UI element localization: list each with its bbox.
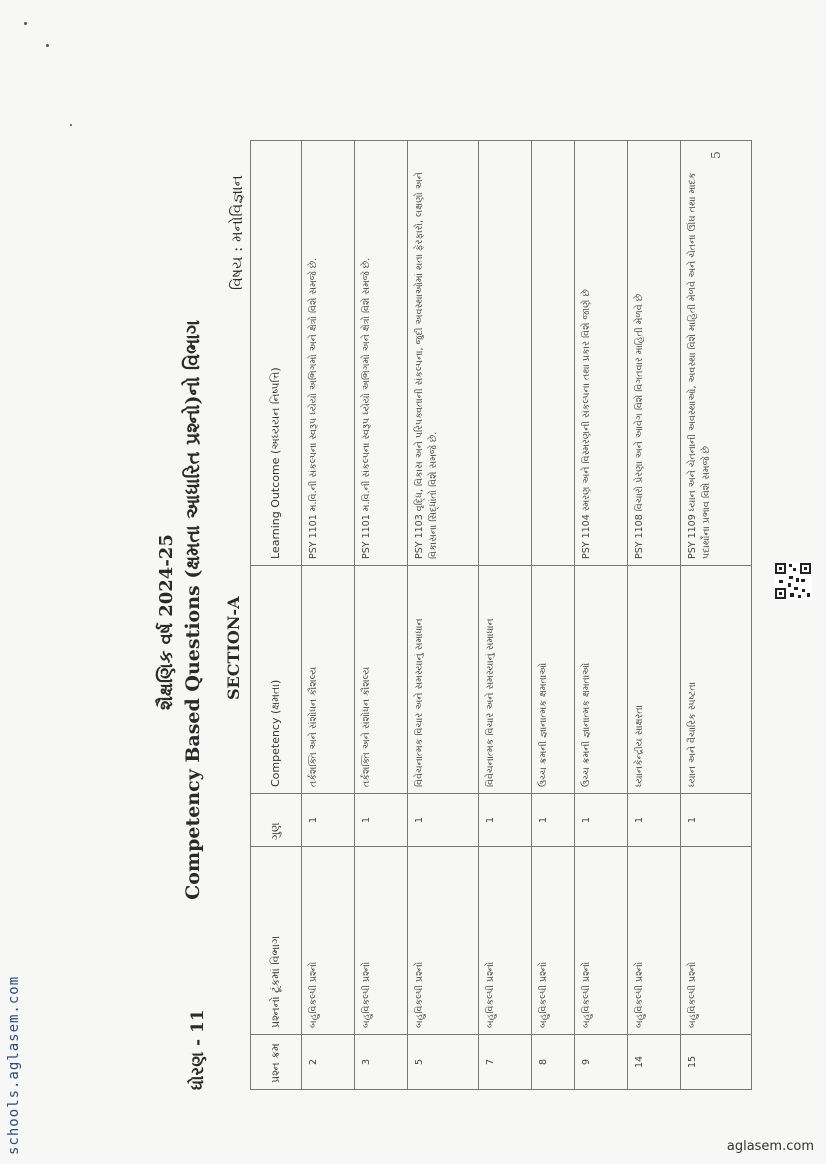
cell-question-no: 2 (302, 1035, 355, 1090)
competency-table (250, 140, 752, 1090)
cell-competency: વિવેચનાત્મક વિચાર અને સમસ્યાનું સમાધાન (408, 566, 479, 794)
cell-marks: 1 (408, 794, 479, 847)
table-row (479, 141, 532, 1090)
cell-learning-outcome: PSY 1101 મ.વિ.ની સંકલ્પના સ્વરૂપ ધ્યેયો અભિગમો અને ક્ષેત્રો વિશે સમજે છે. (355, 141, 408, 566)
cell-question-no: 7 (479, 1035, 532, 1090)
cell-question-type: બહુવિકલ્પી પ્રશ્નો (355, 847, 408, 1035)
cell-marks: 1 (575, 794, 628, 847)
cell-question-type: બહુવિકલ્પી પ્રશ્નો (575, 847, 628, 1035)
page-number: 5 (708, 151, 723, 159)
cell-learning-outcome: PSY 1104 સ્મરણ અને વિસ્મરણની સંકલ્પના તથા પ્રકાર વિશે જાણે છે (575, 141, 628, 566)
header-learning-outcome: Learning Outcome (અધ્યયન નિષ્પત્તિ) (251, 141, 302, 566)
table-row (575, 141, 628, 1090)
cell-question-no: 8 (532, 1035, 575, 1090)
header-marks: ગુણ (251, 794, 302, 847)
cell-marks: 1 (355, 794, 408, 847)
cell-marks: 1 (628, 794, 681, 847)
section-label: SECTION-A (224, 596, 243, 700)
cell-question-no: 9 (575, 1035, 628, 1090)
source-watermark-vertical: schools.aglasem.com (6, 975, 22, 1155)
cell-marks: 1 (681, 794, 752, 847)
header-question-no: પ્રશ્ન ક્રમ (251, 1035, 302, 1090)
table-row (628, 141, 681, 1090)
cell-marks: 1 (479, 794, 532, 847)
cell-competency: તર્કશક્તિ અને સંશોધન કૌશલ્ય (355, 566, 408, 794)
cell-question-type: બહુવિકલ્પી પ્રશ્નો (532, 847, 575, 1035)
cell-competency: ઉચ્ચ ક્રમની જ્ઞાનાત્મક ક્ષમતાઓ (532, 566, 575, 794)
cell-question-type: બહુવિકલ્પી પ્રશ્નો (628, 847, 681, 1035)
cell-learning-outcome: PSY 1109 ધ્યાન અને ચેતનાની અવસ્થાઓ, અવસ્થા વિશે માહિતી મેળવે અને ચેતના ઊંઘ તથા માદક પદાર્થોના પ્રભાવ વિશે સમજે છે (681, 141, 752, 566)
cell-competency: વિવેચનાત્મક વિચાર અને સમસ્યાનું સમાધાન (479, 566, 532, 794)
cell-marks: 1 (302, 794, 355, 847)
cell-marks: 1 (532, 794, 575, 847)
header-competency: Competency (ક્ષમતા) (251, 566, 302, 794)
rotated-document (140, 110, 776, 1110)
cell-question-type: બહુવિકલ્પી પ્રશ્નો (408, 847, 479, 1035)
table-row (408, 141, 479, 1090)
cell-competency: ઉચ્ચ ક્રમની જ્ઞાનાત્મક ક્ષમતાઓ (575, 566, 628, 794)
scan-speck (70, 124, 72, 126)
qr-code-icon (774, 562, 812, 600)
cell-question-type: બહુવિકલ્પી પ્રશ્નો (479, 847, 532, 1035)
scan-speck (24, 22, 27, 25)
table-header-row (251, 141, 302, 1090)
cell-learning-outcome (479, 141, 532, 566)
cell-learning-outcome (532, 141, 575, 566)
cell-learning-outcome: PSY 1101 મ.વિ.ની સંકલ્પના સ્વરૂપ ધ્યેયો અભિગમો અને ક્ષેત્રો વિશે સમજે છે. (302, 141, 355, 566)
cell-competency: ધ્યાન અને વૈચારિક સ્પષ્ટતા (681, 566, 752, 794)
cell-learning-outcome: PSY 1108 વિચારો પ્રેરણા અને આવેગ વિશે વિગતવાર માહિતી મેળવે છે (628, 141, 681, 566)
header-question-type: પ્રશ્નનો ટૂંકમાં વિભાગ (251, 847, 302, 1035)
table-row (532, 141, 575, 1090)
academic-year: શૈક્ષણિક વર્ષ 2024-25 (156, 534, 177, 710)
cell-question-no: 3 (355, 1035, 408, 1090)
cell-competency: તર્કશક્તિ અને સંશોધન કૌશલ્ય (302, 566, 355, 794)
cell-question-type: બહુવિકલ્પી પ્રશ્નો (302, 847, 355, 1035)
table-row (355, 141, 408, 1090)
document-title: Competency Based Questions (ક્ષમતા આધારિત પ્રશ્નો)નો વિભાગ (182, 320, 204, 900)
table-row (681, 141, 752, 1090)
cell-competency: ધ્યાનકેન્દ્રીય સાક્ષરતા (628, 566, 681, 794)
cell-question-type: બહુવિકલ્પી પ્રશ્નો (681, 847, 752, 1035)
cell-learning-outcome: PSY 1103 વૃદ્ધિ, વિકાસ અને પરિપક્વતાની સંકલ્પના, જુદી અવસ્થાઓમાં થતા ફેરફારો, લક્ષણો અને વિકાસના સિદ્ધાંતો વિશે સમજે છે. (408, 141, 479, 566)
cell-question-no: 15 (681, 1035, 752, 1090)
cell-question-no: 5 (408, 1035, 479, 1090)
table-row (302, 141, 355, 1090)
source-watermark: aglasem.com (726, 1139, 814, 1154)
subject-label: વિષય : મનોવિજ્ઞાન (228, 175, 246, 290)
cell-question-no: 14 (628, 1035, 681, 1090)
scan-speck (46, 44, 49, 47)
standard-label: ધોરણ - 11 (188, 1009, 208, 1090)
